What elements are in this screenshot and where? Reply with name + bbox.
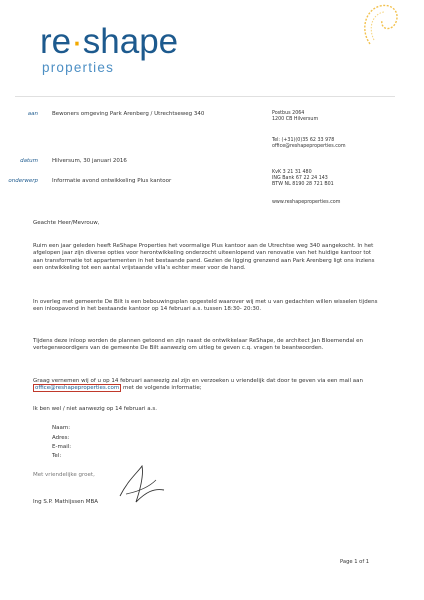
paragraph-4: Graag vernemen wij of u op 14 februari aanwezig zal zijn en verzoeken u vriendelijk dat door te geven via een mail aan office@reshapeproperties.com met de volgende informatie; [33,378,364,392]
contact-block [272,138,346,150]
salutation: Geachte Heer/Mevrouw, [33,220,100,226]
aan-value: Bewoners omgeving Park Arenberg / Utrechtseweg 340 [52,111,205,117]
bank-block [272,170,334,189]
header-divider [15,96,395,97]
logo-word-shape: shape [82,22,179,61]
website: www.reshapeproperties.com [272,200,341,205]
form-adres: Adres: [52,435,70,441]
kvk: KvK 3 21 31 480 [272,170,312,175]
logo-dot: · [71,22,83,61]
postal-city: 1200 CB Hilversum [272,117,319,123]
company-logo [40,22,178,62]
paragraph-5: Ik ben wel / niet aanwezig op 14 februari a.s. [33,406,158,412]
paragraph-3: Tijdens deze inloop worden de plannen getoond en zijn naast de ontwikkelaar ReShape, de architect Jan Bloemendal en vertegenwoordigers van de gemeente De Bilt aanwezig om uitleg te geven c.q. vragen te beantwoorden. [33,338,363,352]
logo-subtitle: properties [42,60,115,75]
page-number: Page 1 of 1 [340,559,370,565]
decorative-swirl-icon [330,0,424,45]
datum-label: datum [20,158,38,164]
btw: BTW NL 8190 28 721 B01 [272,182,334,188]
ing-bank: ING Bank 67 22 24 143 [272,176,328,182]
address-block [272,111,318,123]
onderwerp-label: onderwerp [8,178,38,184]
contact-email: office@reshapeproperties.com [272,144,346,150]
aan-label: aan [27,111,38,117]
paragraph-2: In overleg met gemeente De Bilt is een bebouwingsplan opgesteld waarover wij met u van gedachten willen wisselen tijdens een inloopavond in het bestaande kantoor op 14 februari a.s. tussen 18:30- 20:30. [33,299,378,313]
form-naam: Naam: [52,425,71,431]
form-email: E-mail: [52,444,72,450]
onderwerp-value: Informatie avond ontwikkeling Plus kantoor [52,178,172,184]
closing: Met vriendelijke groet, [33,472,95,478]
form-tel: Tel: [52,453,62,459]
phone: Tel: (+31)(0)35 62 33 978 [272,138,335,143]
datum-value: Hilversum, 30 januari 2016 [52,158,127,164]
signatory: Ing S.P. Mathijssen MBA [33,499,98,505]
paragraph-1: Ruim een jaar geleden heeft ReShape Properties het voormalige Plus kantoor aan de Utrechtse weg 340 aangekocht. In het afgelopen jaar zijn diverse opties voor herontwikkeling onderzocht uiteenlopend van renovatie van het huidige kantoor tot aan transformatie tot appartementen in het bestaande pand. Gezien de ligging grenzend aan Park Arenberg ligt ons inziens een ontwikkeling tot een aantal vrijstaande villa’s echter meer voor de hand. [33,243,375,272]
postbus: Postbus 2064 [272,111,305,116]
logo-word-re: re [40,22,72,61]
email-link[interactable]: office@reshapeproperties.com [35,385,120,392]
